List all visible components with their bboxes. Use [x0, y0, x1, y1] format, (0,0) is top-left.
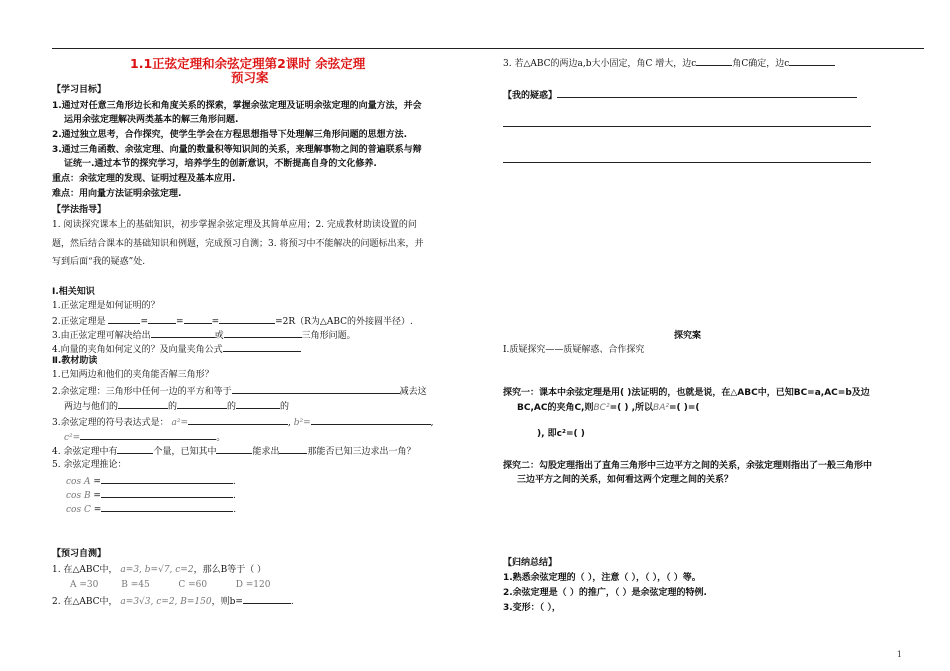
selftest-options: A =30 B =45 C =60 D =120	[70, 580, 271, 590]
goal-3a: 3.通过三角函数、余弦定理、向量的数量积等知识间的关系，来理解事物之间的普遍联系与辩	[52, 145, 422, 155]
right-q3: 3. 若△ABC的两边a,b大小固定，角C 增大，边c 角C确定，边c	[503, 56, 835, 70]
related-q1: 1.正弦定理是如何证明的？	[52, 301, 160, 311]
goal-1a: 1.通过对任意三角形边长和角度关系的探索，掌握余弦定理及证明余弦定理的向量方法，并会	[52, 101, 422, 111]
doubt-line-3	[503, 162, 871, 163]
method-p1: 1. 阅读探究课本上的基础知识，初步掌握余弦定理及其简单应用；2. 完成教材助读设置的问	[52, 220, 417, 230]
textbook-q1: 1.已知两边和他们的夹角能否解三角形？	[52, 370, 214, 380]
method-p3: 写到后面“我的疑惑”处.	[52, 257, 146, 267]
explore-sub: Ⅰ.质疑探究——质疑解惑、合作探究	[503, 345, 645, 355]
textbook-q2: 2.余弦定理：三角形中任何一边的平方和等于 减去这	[52, 384, 427, 398]
summary-heading: 【归纳总结】	[503, 558, 558, 568]
textbook-heading: Ⅱ.教材助读	[52, 356, 98, 366]
selftest-q1: 1. 在△ABC中， a=3, b=√7, c=2，那么B等于（ ）	[52, 565, 267, 575]
selftest-heading: 【预习自测】	[52, 549, 107, 559]
method-heading: 【学法指导】	[52, 205, 107, 215]
textbook-q2-cont: 两边与他们的 的 的 的	[64, 399, 289, 413]
title-line1: 1.1正弦定理和余弦定理第2课时 余弦定理	[130, 56, 366, 71]
cosA-line: cos A = .	[66, 474, 236, 488]
explore-2a: 探究二：勾股定理指出了直角三角形中三边平方之间的关系，余弦定理则指出了一般三角形中	[503, 461, 873, 471]
explore-1a: 探究一：课本中余弦定理是用( )法证明的，也就是说，在△ABC中，已知BC=a,AC=b及边	[503, 388, 870, 398]
selftest-q2: 2. 在△ABC中， a=3√3, c=2, B=150，则b= .	[52, 594, 294, 608]
goal-3b: 证统一.通过本节的探究学习，培养学生的创新意识，不断提高自身的文化修养.	[64, 159, 377, 169]
summary-3: 3.变形：（ ），	[503, 603, 561, 613]
doubt-line-2	[503, 126, 871, 127]
cosC-line: cos C = .	[66, 502, 236, 516]
key-point: 重点：余弦定理的发现、证明过程及基本应用.	[52, 174, 236, 184]
textbook-q3-c: c²= 。	[64, 430, 225, 444]
textbook-q5: 5. 余弦定理推论：	[52, 460, 127, 470]
cosB-line: cos B = .	[66, 488, 236, 502]
textbook-q3: 3.余弦定理的符号表达式是： a²= , b²= ,	[52, 415, 434, 429]
title-line2: 预习案	[231, 70, 269, 85]
related-heading: Ⅰ.相关知识	[52, 287, 95, 297]
related-q3: 3.由正弦定理可解决给出 或 三角形问题。	[52, 328, 356, 342]
difficult-point: 难点：用向量方法证明余弦定理.	[52, 189, 182, 199]
related-q2: 2.正弦定理是 = = = =2R（R为△ABC的外接圆半径）.	[52, 314, 413, 328]
page-number: 1	[896, 650, 902, 659]
explore-1e: ), 即c²=( )	[537, 429, 585, 439]
summary-1: 1.熟悉余弦定理的（ ），注意（ ），（ ），（ ）等。	[503, 573, 701, 583]
doubt-line: 【我的疑惑】	[503, 88, 857, 102]
related-q4: 4.向量的夹角如何定义的？及向量夹角公式	[52, 342, 301, 356]
explore-2b: 三边平方之间的关系，如何看这两个定理之间的关系？	[517, 475, 734, 485]
explore-1b: BC,AC的夹角C,则BC²=( ) ,所以BA²=( )=(	[517, 403, 700, 413]
summary-2: 2.余弦定理是（ ）的推广，（ ）是余弦定理的特例.	[503, 588, 707, 598]
goal-1b: 运用余弦定理解决两类基本的解三角形问题.	[64, 115, 239, 125]
goal-2: 2.通过独立思考，合作探究，使学生学会在方程思想指导下处理解三角形问题的思想方法.	[52, 130, 408, 140]
goals-heading: 【学习目标】	[52, 85, 107, 95]
top-rule	[52, 48, 924, 49]
textbook-q4: 4. 余弦定理中有 个量，已知其中 能求出 那能否已知三边求出一角？	[52, 444, 416, 458]
method-p2: 题，然后结合课本的基础知识和例题，完成预习自测；3. 将预习中不能解决的问题标出来，并	[52, 239, 424, 249]
explore-title: 探究案	[674, 331, 702, 341]
